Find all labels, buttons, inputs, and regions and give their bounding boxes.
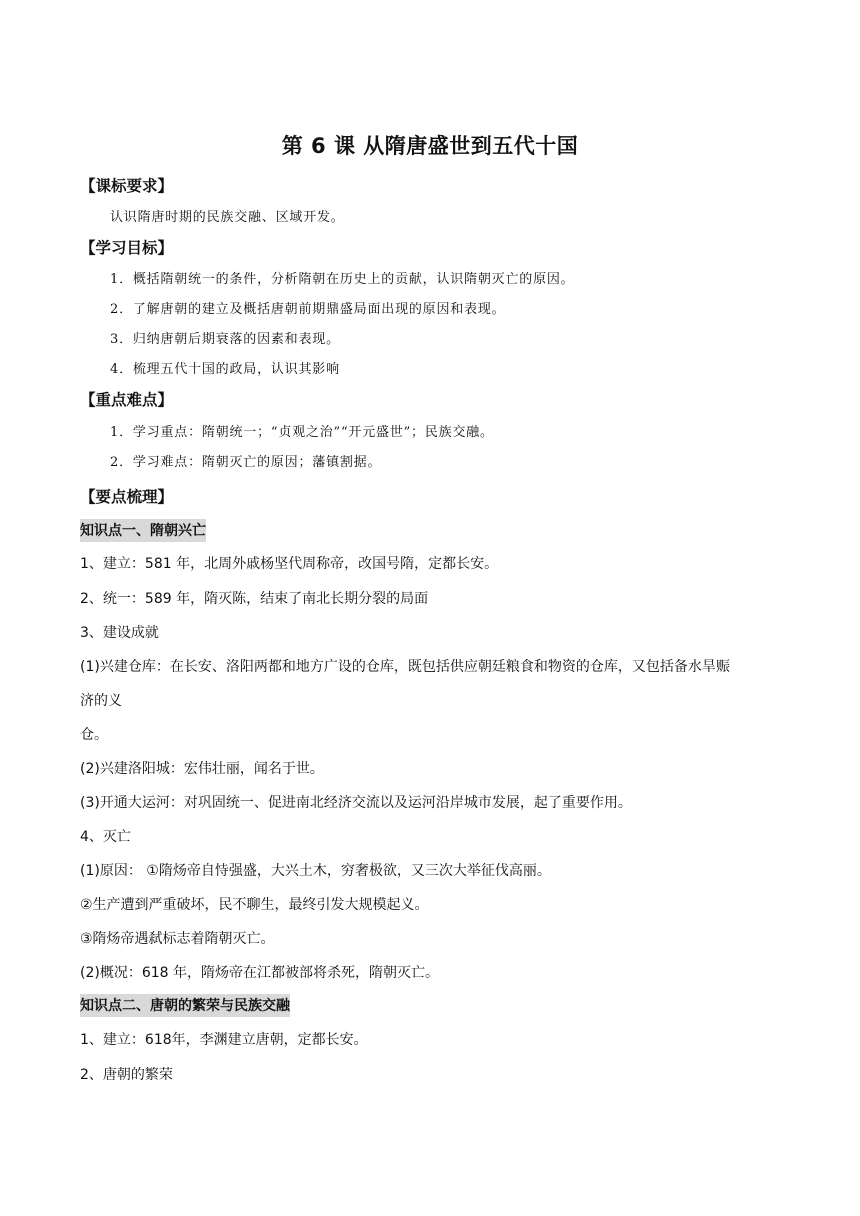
content-line: 2、统一：589 年，隋灭陈，结束了南北长期分裂的局面 <box>80 591 429 607</box>
objective-item: 2．了解唐朝的建立及概括唐朝前期鼎盛局面出现的原因和表现。 <box>110 302 506 317</box>
content-line: (2)兴建洛阳城：宏伟壮丽，闻名于世。 <box>80 761 324 777</box>
content-line: 2、唐朝的繁荣 <box>80 1067 173 1083</box>
content-line: (1)原因： ①隋炀帝自恃强盛，大兴土木，穷奢极欲，又三次大举征伐高丽。 <box>80 863 551 879</box>
key-point-item: 2．学习难点：隋朝灭亡的原因；藩镇割据。 <box>110 455 382 470</box>
key-points-heading: 【重点难点】 <box>80 391 174 409</box>
curriculum-text: 认识隋唐时期的民族交融、区域开发。 <box>110 210 345 225</box>
content-line: (1)兴建仓库：在长安、洛阳两都和地方广设的仓库，既包括供应朝廷粮食和物资的仓库，又包括备水旱赈 <box>80 659 730 675</box>
objective-item: 1．概括隋朝统一的条件，分析隋朝在历史上的贡献，认识隋朝灭亡的原因。 <box>110 272 575 287</box>
objectives-heading: 【学习目标】 <box>80 239 174 257</box>
content-line: 1、建立：618年，李渊建立唐朝，定都长安。 <box>80 1032 368 1048</box>
content-line: 1、建立：581 年，北周外戚杨坚代周称帝，改国号隋，定都长安。 <box>80 556 499 572</box>
content-line: ③隋炀帝遇弑标志着隋朝灭亡。 <box>80 931 275 947</box>
content-line: 济的义 <box>80 693 122 709</box>
curriculum-heading: 【课标要求】 <box>80 177 174 195</box>
content-line: 3、建设成就 <box>80 625 159 641</box>
knowledge-point-title: 知识点一、隋朝兴亡 <box>80 519 206 542</box>
summary-heading: 【要点梳理】 <box>80 488 174 506</box>
key-point-item: 1．学习重点：隋朝统一；“贞观之治”“开元盛世”；民族交融。 <box>110 425 494 440</box>
content-line: 仓。 <box>80 727 108 743</box>
objective-item: 4．梳理五代十国的政局，认识其影响 <box>110 362 340 377</box>
content-line: (3)开通大运河：对巩固统一、促进南北经济交流以及运河沿岸城市发展，起了重要作用。 <box>80 795 632 811</box>
content-line: (2)概况：618 年，隋炀帝在江都被部将杀死，隋朝灭亡。 <box>80 965 440 981</box>
page-title: 第 6 课 从隋唐盛世到五代十国 <box>281 134 579 158</box>
content-line: ②生产遭到严重破坏，民不聊生，最终引发大规模起义。 <box>80 897 429 913</box>
knowledge-point-title: 知识点二、唐朝的繁荣与民族交融 <box>80 994 290 1017</box>
content-line: 4、灭亡 <box>80 829 131 845</box>
objective-item: 3．归纳唐朝后期衰落的因素和表现。 <box>110 332 340 347</box>
